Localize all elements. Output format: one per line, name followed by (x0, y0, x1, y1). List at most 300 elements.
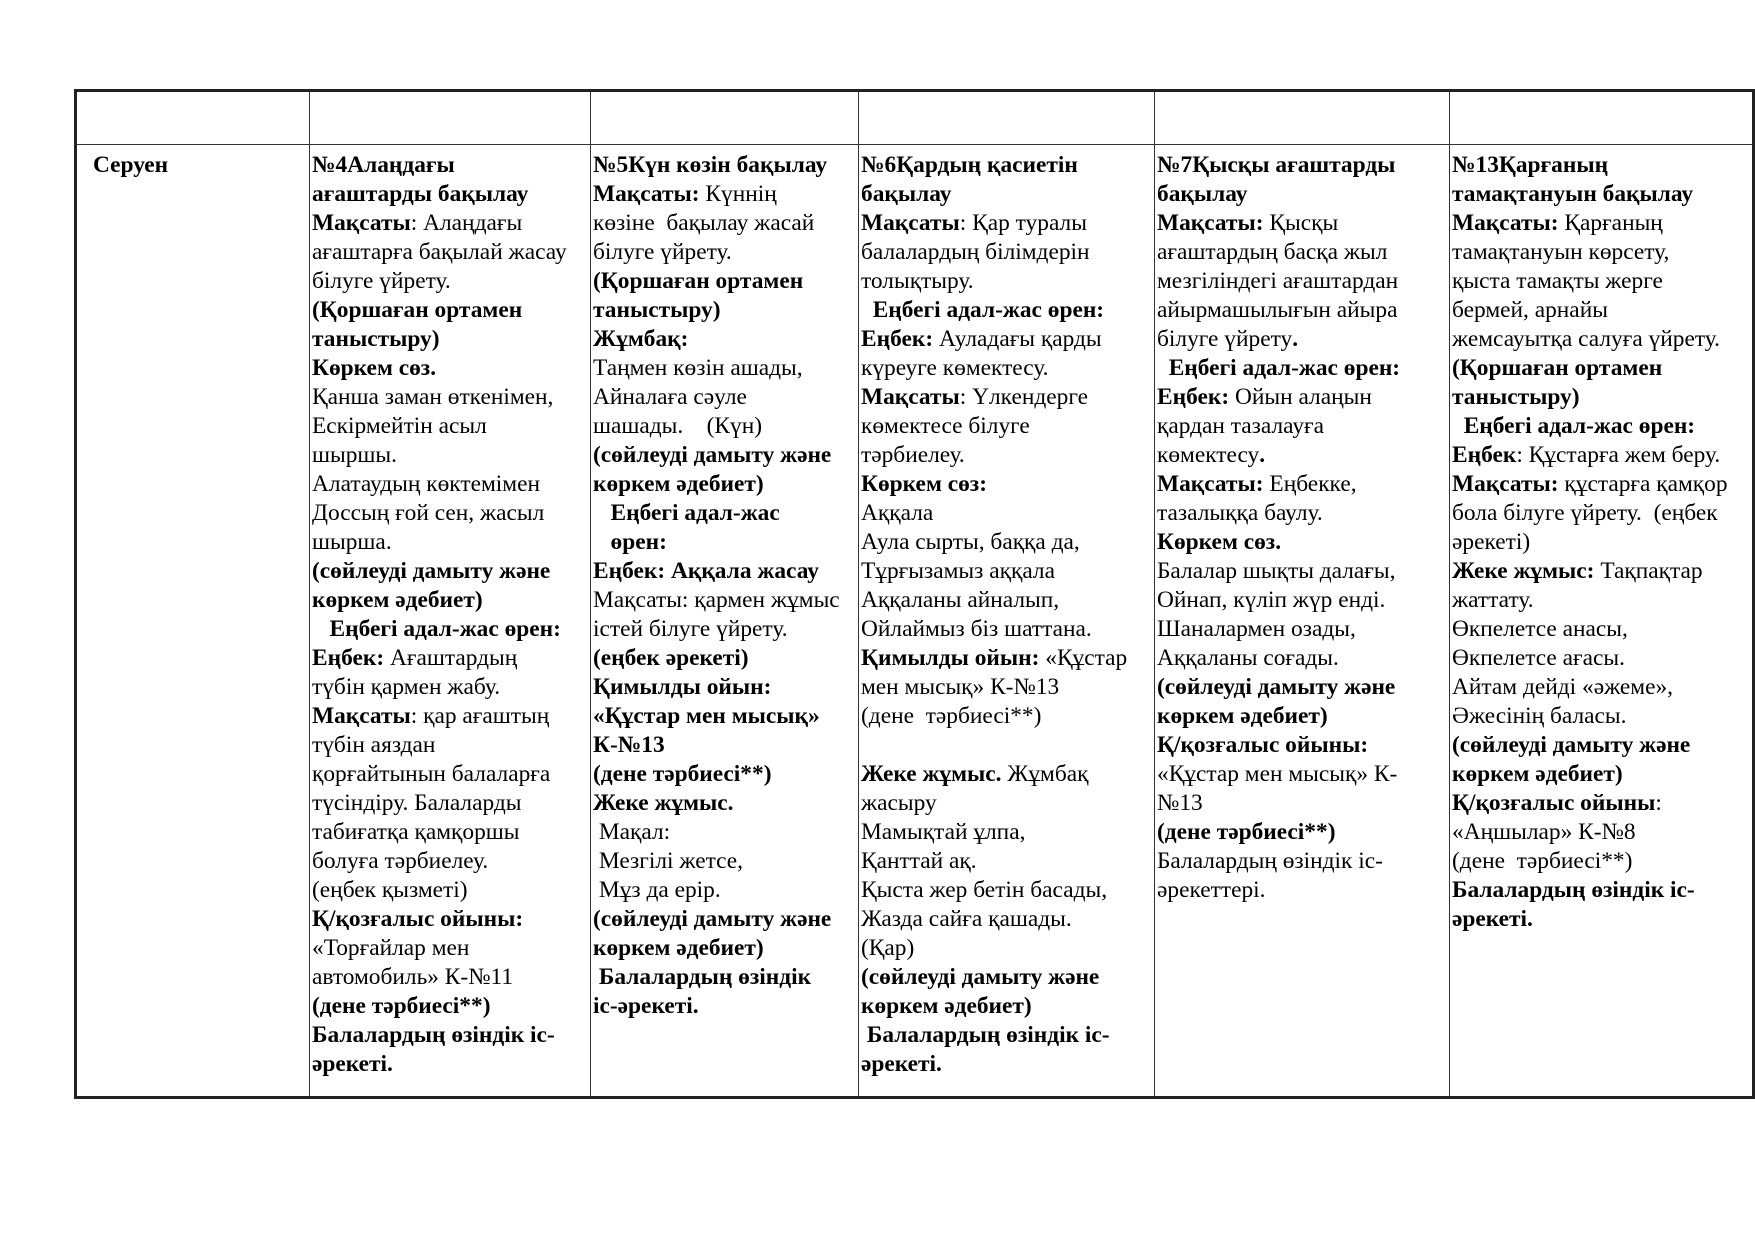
bold-text: бақылау (861, 181, 952, 207)
text-line (861, 731, 1152, 760)
plain-text: шыршы. (312, 442, 397, 468)
plain-text: Қысқы (1263, 210, 1339, 236)
text-line (312, 934, 588, 963)
text-line (1157, 702, 1447, 731)
activity-cell (1450, 145, 1754, 1098)
bold-text: Еңбек: Аққала жасау (593, 558, 819, 584)
text-line (593, 789, 856, 818)
text-line (312, 383, 588, 412)
bold-text: (сөйлеуді дамыту және (1157, 674, 1396, 700)
text-line (861, 673, 1152, 702)
plain-text: білуге үйрету (1157, 326, 1293, 352)
plain-text: (еңбек қызметі) (312, 877, 468, 903)
row-label: Серуен (93, 152, 169, 178)
plain-text: қардан тазалауға (1157, 413, 1325, 439)
bold-text: әрекеті. (1452, 906, 1533, 932)
plain-text: «Құстар (1039, 645, 1128, 671)
plain-text: Өкпелетсе ағасы. (1452, 645, 1625, 671)
text-line (861, 499, 1152, 528)
activity-text (310, 151, 590, 1079)
plain-text: автомобиль» К-№11 (312, 964, 514, 990)
text-line (861, 818, 1152, 847)
bold-text: Еңбек: (861, 326, 934, 352)
bold-text: көркем әдебиет) (593, 471, 764, 497)
plain-text: Алатаудың көктемімен (312, 471, 540, 497)
bold-text: Еңбегі адал-жас (593, 500, 780, 526)
text-line (1157, 789, 1447, 818)
text-line (312, 702, 588, 731)
text-line (1452, 876, 1750, 905)
bold-text: Мақсаты: (1157, 210, 1264, 236)
bold-text: көркем әдебиет) (1452, 761, 1623, 787)
plain-text: №13 (1157, 790, 1203, 816)
text-line (861, 789, 1152, 818)
text-line (593, 673, 856, 702)
activity-text (1450, 151, 1752, 934)
plain-text: көзіне бақылау жасай (593, 210, 815, 236)
bold-text: Балалардың өзіндік (593, 964, 812, 990)
bold-text: (сөйлеуді дамыту және (1452, 732, 1691, 758)
activity-cell (591, 145, 859, 1098)
text-line (312, 557, 588, 586)
text-line (312, 615, 588, 644)
text-line (1452, 702, 1750, 731)
plain-text: тәрбиелеу. (861, 442, 965, 468)
text-line (861, 325, 1152, 354)
bold-text: Мақсаты (861, 210, 960, 236)
text-line (1157, 180, 1447, 209)
text-line (593, 702, 856, 731)
plain-text: : Үлкендерге (959, 384, 1089, 410)
text-line (1157, 731, 1447, 760)
text-line (312, 441, 588, 470)
bold-text: Қимылды ойын: (593, 674, 772, 700)
plain-text: білуге үйрету. (593, 239, 732, 265)
text-line (593, 528, 856, 557)
text-line (1157, 760, 1447, 789)
bold-text: (сөйлеуді дамыту және (593, 442, 832, 468)
text-line (1452, 847, 1750, 876)
text-line (861, 847, 1152, 876)
bold-text: (сөйлеуді дамыту және (861, 964, 1100, 990)
text-line (861, 644, 1152, 673)
plain-text: Жазда сайға қашады. (861, 906, 1072, 932)
text-line (861, 1050, 1152, 1079)
bold-text: таныстыру) (593, 297, 721, 323)
bold-text: (дене тәрбиесі**) (593, 761, 772, 787)
bold-text: . (1292, 326, 1299, 352)
header-cell-empty (76, 91, 310, 145)
plain-text: : Алаңдағы (410, 210, 523, 236)
plain-text: ағаштардың басқа жыл (1157, 239, 1388, 265)
plain-text: Шаналармен озады, (1157, 616, 1356, 642)
plain-text: көмектесе білуге (861, 413, 1030, 439)
plain-text: мен мысық» К-№13 (861, 674, 1060, 700)
text-line (593, 238, 856, 267)
plain-text: Мамықтай ұлпа, (861, 819, 1026, 845)
text-line (861, 702, 1152, 731)
plain-text: Ойлаймыз біз шаттана. (861, 616, 1092, 642)
text-line (593, 731, 856, 760)
bold-text: Мақсаты (312, 703, 411, 729)
plain-text: тазалыққа баулу. (1157, 500, 1323, 526)
text-line (861, 151, 1152, 180)
text-line (1157, 151, 1447, 180)
text-line (1452, 383, 1750, 412)
text-line (1157, 644, 1447, 673)
text-line (861, 412, 1152, 441)
text-line (593, 412, 856, 441)
text-line (312, 789, 588, 818)
text-line (861, 992, 1152, 1021)
plain-text: Ауладағы қарды (933, 326, 1102, 352)
plain-text: Ойын алаңын (1229, 384, 1372, 410)
text-line (1452, 180, 1750, 209)
text-line (1157, 354, 1447, 383)
bold-text: Балалардың өзіндік іс- (312, 1022, 555, 1048)
text-line (593, 325, 856, 354)
text-line (593, 905, 856, 934)
text-line (1452, 151, 1750, 180)
activity-cell (1155, 145, 1450, 1098)
text-line (1452, 673, 1750, 702)
text-line (593, 209, 856, 238)
plain-text: көмектесу (1157, 442, 1260, 468)
bold-text: Еңбек: (1157, 384, 1230, 410)
table-header-row (76, 91, 1754, 145)
text-line (1157, 412, 1447, 441)
bold-text: тамақтануын бақылау (1452, 181, 1694, 207)
text-line (312, 876, 588, 905)
plain-text: Қарғаның (1558, 210, 1663, 236)
text-line (1157, 586, 1447, 615)
bold-text: көркем әдебиет) (593, 935, 764, 961)
bold-text: №5Күн көзін бақылау (593, 152, 828, 178)
plain-text: жемсауытқа салуға үйрету. (1452, 326, 1720, 352)
text-line (1452, 267, 1750, 296)
activity-cell (859, 145, 1155, 1098)
text-line (312, 209, 588, 238)
plain-text: «Аңшылар» К-№8 (1452, 819, 1636, 845)
plain-text: бермей, арнайы (1452, 297, 1608, 323)
text-line (593, 847, 856, 876)
text-line (593, 383, 856, 412)
bold-text: көркем әдебиет) (861, 993, 1032, 1019)
text-line (1452, 499, 1750, 528)
text-line (1452, 557, 1750, 586)
text-line (1452, 209, 1750, 238)
bold-text: іс-әрекеті. (593, 993, 699, 1019)
text-line (861, 209, 1152, 238)
plain-text: тамақтануын көрсету, (1452, 239, 1670, 265)
text-line (312, 847, 588, 876)
bold-text: (дене тәрбиесі**) (312, 993, 491, 1019)
bold-text: Жеке жұмыс. (861, 761, 1002, 787)
plain-text: толықтыру. (861, 268, 974, 294)
bold-text: Мақсаты: (1452, 210, 1559, 236)
plain-text: Жұмбақ (1001, 761, 1089, 787)
bold-text: таныстыру) (312, 326, 440, 352)
text-line (1157, 876, 1447, 905)
text-line (1452, 325, 1750, 354)
bold-text: Еңбек (1452, 442, 1517, 468)
bold-text: №6Қардың қасиетін (861, 152, 1078, 178)
text-line (1452, 470, 1750, 499)
text-line (593, 470, 856, 499)
bold-text: бақылау (1157, 181, 1248, 207)
bold-text: Мақсаты: (1157, 471, 1264, 497)
text-line (312, 470, 588, 499)
header-cell-empty (859, 91, 1155, 145)
activity-text (1155, 151, 1449, 905)
text-line (593, 644, 856, 673)
text-line (861, 557, 1152, 586)
text-line (593, 818, 856, 847)
text-line (1157, 499, 1447, 528)
bold-text: Қимылды ойын: (861, 645, 1040, 671)
text-line (861, 180, 1152, 209)
text-line (1157, 325, 1447, 354)
plain-text: Тақпақтар (1594, 558, 1703, 584)
text-line (312, 151, 588, 180)
plain-text: : (1655, 790, 1662, 816)
text-line (861, 876, 1152, 905)
row-label-cell (76, 145, 310, 1098)
plain-text: күреуге көмектесу. (861, 355, 1049, 381)
text-line (861, 528, 1152, 557)
text-line (312, 1021, 588, 1050)
bold-text: Қ/қозғалыс ойыны (1452, 790, 1656, 816)
bold-text: К-№13 (593, 732, 665, 758)
bold-text: Еңбегі адал-жас өрен: (312, 616, 561, 642)
text-line (861, 441, 1152, 470)
bold-text: Жеке жұмыс. (593, 790, 734, 816)
bold-text: Қ/қозғалыс ойыны: (1157, 732, 1369, 758)
plain-text: (дене тәрбиесі**) (1452, 848, 1633, 874)
text-line (593, 499, 856, 528)
plain-text: Мақал: (593, 819, 671, 845)
bold-text: Жеке жұмыс: (1452, 558, 1595, 584)
text-line (593, 760, 856, 789)
text-line (861, 934, 1152, 963)
plain-text: Қыста жер бетін басады, (861, 877, 1108, 903)
text-line (593, 296, 856, 325)
bold-text: Жұмбақ: (593, 326, 689, 352)
text-line (593, 354, 856, 383)
text-line (861, 963, 1152, 992)
plain-text: балалардың білімдерін (861, 239, 1090, 265)
text-line (593, 992, 856, 1021)
text-line (1157, 296, 1447, 325)
text-line (593, 180, 856, 209)
plain-text: Мұз да ерір. (593, 877, 721, 903)
text-line (1157, 238, 1447, 267)
bold-text: (еңбек әрекеті) (593, 645, 749, 671)
text-line (1452, 731, 1750, 760)
text-line (1157, 615, 1447, 644)
text-line (1157, 673, 1447, 702)
bold-text: Балалардың өзіндік іс- (1452, 877, 1695, 903)
text-line (861, 296, 1152, 325)
text-line (593, 441, 856, 470)
text-line (1452, 586, 1750, 615)
bold-text: Көркем сөз: (861, 471, 987, 497)
bold-text: . (1259, 442, 1266, 468)
bold-text: әрекеті. (861, 1051, 942, 1077)
bold-text: Мақсаты: (1452, 471, 1559, 497)
text-line (1452, 354, 1750, 383)
plain-text: айырмашылығын айыра (1157, 297, 1398, 323)
bold-text: Мақсаты (312, 210, 411, 236)
bold-text: (дене тәрбиесі**) (1157, 819, 1336, 845)
text-line (312, 354, 588, 383)
text-line (312, 963, 588, 992)
text-line (1452, 528, 1750, 557)
plain-text: әрекеттері. (1157, 877, 1266, 903)
plain-text: білуге үйрету. (312, 268, 451, 294)
bold-text: (сөйлеуді дамыту және (312, 558, 551, 584)
text-line (312, 731, 588, 760)
text-line (593, 586, 856, 615)
bold-text: «Құстар мен мысық» (593, 703, 820, 729)
plain-text: мезгіліндегі ағаштардан (1157, 268, 1399, 294)
plain-text: әрекеті) (1452, 529, 1531, 555)
bold-text: көркем әдебиет) (312, 587, 483, 613)
text-line (1157, 209, 1447, 238)
text-line (861, 383, 1152, 412)
text-line (861, 760, 1152, 789)
plain-text: Аула сырты, баққа да, (861, 529, 1080, 555)
text-line (1452, 818, 1750, 847)
plain-text: Күннің (699, 181, 777, 207)
bold-text: Еңбек: (312, 645, 385, 671)
plain-text: Мақсаты: қармен жұмыс (593, 587, 840, 613)
bold-text: Балалардың өзіндік іс- (861, 1022, 1110, 1048)
text-line (1157, 441, 1447, 470)
text-line (861, 615, 1152, 644)
text-line (861, 354, 1152, 383)
text-line (861, 238, 1152, 267)
bold-text: ағаштарды бақылау (312, 181, 529, 207)
plain-text: түсіндіру. Балаларды (312, 790, 522, 816)
plain-text: Таңмен көзін ашады, (593, 355, 803, 381)
plain-text: түбін қармен жабу. (312, 674, 501, 700)
plain-text: Ағаштардың (384, 645, 518, 671)
text-line (593, 615, 856, 644)
text-line (312, 992, 588, 1021)
bold-text: өрен: (593, 529, 667, 555)
text-line (312, 818, 588, 847)
text-line (1452, 412, 1750, 441)
text-line (593, 151, 856, 180)
text-line (1452, 905, 1750, 934)
plain-text: істей білуге үйрету. (593, 616, 788, 642)
header-cell-empty (310, 91, 591, 145)
activity-cell (310, 145, 591, 1098)
text-line (1452, 441, 1750, 470)
text-line (312, 412, 588, 441)
header-cell-empty (1450, 91, 1754, 145)
plain-text: түбін аяздан (312, 732, 436, 758)
table-row-walk (76, 145, 1754, 1098)
text-line (312, 499, 588, 528)
plain-text: бола білуге үйрету. (еңбек (1452, 500, 1718, 526)
text-line (593, 557, 856, 586)
bold-text: Мақсаты: (593, 181, 700, 207)
text-line (1452, 644, 1750, 673)
bold-text: №13Қарғаның (1452, 152, 1609, 178)
plain-text: Доссың ғой сен, жасыл (312, 500, 545, 526)
header-cell-empty (591, 91, 859, 145)
text-line (312, 325, 588, 354)
text-line (1452, 760, 1750, 789)
bold-text: №4Алаңдағы (312, 152, 455, 178)
plain-text: Еңбекке, (1263, 471, 1357, 497)
text-line (312, 238, 588, 267)
text-line (1452, 296, 1750, 325)
text-line (312, 586, 588, 615)
text-line (312, 760, 588, 789)
plain-text: Ескірмейтін асыл (312, 413, 487, 439)
plain-text: Балалар шықты далағы, (1157, 558, 1396, 584)
text-line (312, 296, 588, 325)
plain-text: табиғатқа қамқоршы (312, 819, 520, 845)
text-line (1157, 557, 1447, 586)
text-line (1157, 528, 1447, 557)
text-line (1452, 238, 1750, 267)
bold-text: Еңбегі адал-жас өрен: (1452, 413, 1696, 439)
text-line (312, 644, 588, 673)
plain-text: Қанттай ақ. (861, 848, 977, 874)
plain-text: Айналаға сәуле (593, 384, 747, 410)
bold-text: (сөйлеуді дамыту және (593, 906, 832, 932)
bold-text: Еңбегі адал-жас өрен: (1157, 355, 1401, 381)
plain-text: Өкпелетсе анасы, (1452, 616, 1628, 642)
plain-text: Айтам дейді «әжеме», (1452, 674, 1674, 700)
plain-text: : Құстарға жем беру. (1516, 442, 1721, 468)
text-line (312, 905, 588, 934)
plain-text: шашады. (Күн) (593, 413, 763, 439)
plain-text: жаттату. (1452, 587, 1534, 613)
activity-text (859, 151, 1154, 1079)
plain-text: қорғайтынын балаларға (312, 761, 551, 787)
text-line (312, 267, 588, 296)
plain-text: : Қар туралы (959, 210, 1087, 236)
bold-text: (Қоршаған ортамен (593, 268, 804, 294)
bold-text: (Қоршаған ортамен (312, 297, 523, 323)
text-line (312, 180, 588, 209)
bold-text: Еңбегі адал-жас өрен: (861, 297, 1105, 323)
bold-text: (Қоршаған ортамен (1452, 355, 1663, 381)
plain-text: Аққала (861, 500, 934, 526)
plain-text: болуға тәрбиелеу. (312, 848, 489, 874)
plain-text: ағаштарға бақылай жасау (312, 239, 567, 265)
text-line (1452, 615, 1750, 644)
bold-text: Көркем сөз. (312, 355, 437, 381)
bold-text: №7Қысқы ағаштарды (1157, 152, 1396, 178)
plain-text: Аққаланы айналып, (861, 587, 1060, 613)
plan-table (74, 89, 1755, 1099)
plain-text: (дене тәрбиесі**) (861, 703, 1042, 729)
text-line (312, 528, 588, 557)
plain-text: «Торғайлар мен (312, 935, 470, 961)
plain-text: құстарға қамқор (1558, 471, 1728, 497)
text-line (861, 1021, 1152, 1050)
text-line (1157, 847, 1447, 876)
bold-text: Қ/қозғалыс ойыны: (312, 906, 524, 932)
text-line (312, 1050, 588, 1079)
bold-text: көркем әдебиет) (1157, 703, 1328, 729)
